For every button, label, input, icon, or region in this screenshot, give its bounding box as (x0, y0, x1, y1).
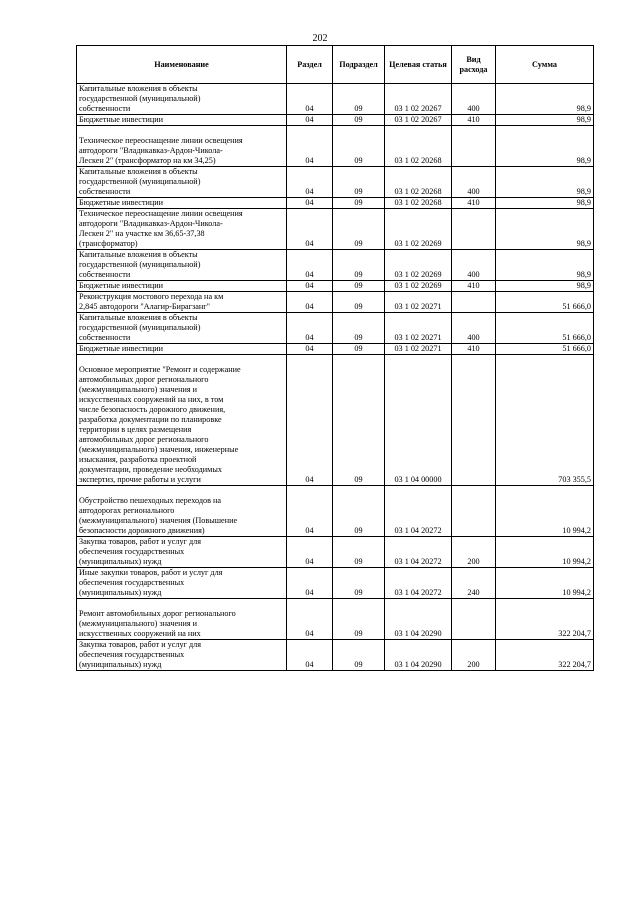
cell-amount: 98,9 (496, 281, 594, 292)
table-row (77, 84, 594, 115)
cell-expense-type (452, 355, 496, 486)
cell-target-article: 03 1 04 20272 (385, 568, 452, 599)
cell-amount: 51 666,0 (496, 292, 594, 313)
cell-target-article: 03 1 02 20267 (385, 84, 452, 115)
cell-name: Капитальные вложения в объекты государственной (муниципальной) собственности (77, 84, 287, 115)
cell-amount: 98,9 (496, 198, 594, 209)
cell-target-article: 03 1 04 00000 (385, 355, 452, 486)
cell-target-article: 03 1 02 20271 (385, 344, 452, 355)
cell-target-article: 03 1 02 20271 (385, 292, 452, 313)
cell-target-article: 03 1 02 20269 (385, 250, 452, 281)
table-row (77, 599, 594, 640)
cell-name: Капитальные вложения в объекты государственной (муниципальной) собственности (77, 167, 287, 198)
cell-amount: 10 994,2 (496, 486, 594, 537)
cell-name: Техническое переоснащение линии освещения автодороги "Владикавказ-Ардон-Чикола- Лескен 2" на участке км 36,65-37,38 (трансформатор) (77, 209, 287, 250)
table-row (77, 537, 594, 568)
cell-subsection: 09 (333, 126, 385, 167)
cell-target-article: 03 1 02 20269 (385, 209, 452, 250)
cell-name: Техническое переоснащение линии освещения автодороги "Владикавказ-Ардон-Чикола- Лескен 2" (трансформатор на км 34,25) (77, 126, 287, 167)
cell-target-article: 03 1 02 20271 (385, 313, 452, 344)
header-section: Раздел (287, 46, 333, 84)
table-row (77, 115, 594, 126)
cell-subsection: 09 (333, 209, 385, 250)
cell-subsection: 09 (333, 313, 385, 344)
cell-amount: 322 204,7 (496, 640, 594, 671)
cell-section: 04 (287, 486, 333, 537)
cell-subsection: 09 (333, 167, 385, 198)
page-number: 202 (312, 33, 328, 44)
header-expense-type: Вид расхода (452, 46, 496, 84)
cell-subsection: 09 (333, 355, 385, 486)
table-row (77, 355, 594, 486)
cell-section: 04 (287, 115, 333, 126)
cell-expense-type: 400 (452, 313, 496, 344)
cell-target-article: 03 1 04 20272 (385, 537, 452, 568)
cell-amount: 98,9 (496, 167, 594, 198)
table-row (77, 209, 594, 250)
cell-section: 04 (287, 640, 333, 671)
cell-name: Капитальные вложения в объекты государственной (муниципальной) собственности (77, 250, 287, 281)
cell-subsection: 09 (333, 292, 385, 313)
cell-subsection: 09 (333, 537, 385, 568)
cell-target-article: 03 1 04 20290 (385, 640, 452, 671)
cell-name: Бюджетные инвестиции (77, 198, 287, 209)
cell-section: 04 (287, 84, 333, 115)
cell-amount: 98,9 (496, 84, 594, 115)
table-row (77, 486, 594, 537)
cell-name: Обустройство пешеходных переходов на автодорогах регионального (межмуниципального) значения (Повышение безопасности дорожного движения) (77, 486, 287, 537)
cell-name: Ремонт автомобильных дорог регионального (межмуниципального) значения и искусственных сооружений на них (77, 599, 287, 640)
table-row (77, 281, 594, 292)
cell-expense-type: 410 (452, 344, 496, 355)
header-target-article: Целевая статья (385, 46, 452, 84)
table-body (77, 84, 594, 671)
cell-subsection: 09 (333, 115, 385, 126)
cell-target-article: 03 1 02 20268 (385, 167, 452, 198)
table-row (77, 198, 594, 209)
cell-name: Закупка товаров, работ и услуг для обеспечения государственных (муниципальных) нужд (77, 537, 287, 568)
cell-name: Бюджетные инвестиции (77, 344, 287, 355)
table-row (77, 313, 594, 344)
cell-section: 04 (287, 250, 333, 281)
cell-expense-type: 410 (452, 281, 496, 292)
cell-expense-type (452, 126, 496, 167)
cell-subsection: 09 (333, 486, 385, 537)
cell-expense-type (452, 486, 496, 537)
table-row (77, 344, 594, 355)
cell-subsection: 09 (333, 599, 385, 640)
cell-amount: 98,9 (496, 209, 594, 250)
cell-subsection: 09 (333, 84, 385, 115)
cell-amount: 322 204,7 (496, 599, 594, 640)
cell-expense-type: 410 (452, 115, 496, 126)
cell-name: Основное мероприятие "Ремонт и содержание автомобильных дорог регионального (межмуниципального) значения и искусственных сооружений на них, в том числе безопасность дорожного движения, разработка документации по планировке территории в целях размещения автомобильных дорог регионального (межмуниципального) значения, инженерные изыскания, разработка проектной документации, проведение необходимых экспертиз, прочие работы и услуги (77, 355, 287, 486)
table-row (77, 126, 594, 167)
cell-amount: 10 994,2 (496, 568, 594, 599)
cell-section: 04 (287, 599, 333, 640)
cell-subsection: 09 (333, 281, 385, 292)
cell-section: 04 (287, 209, 333, 250)
cell-target-article: 03 1 02 20268 (385, 198, 452, 209)
cell-amount: 51 666,0 (496, 313, 594, 344)
cell-section: 04 (287, 313, 333, 344)
cell-expense-type (452, 599, 496, 640)
cell-amount: 98,9 (496, 115, 594, 126)
header-amount: Сумма (496, 46, 594, 84)
table-row (77, 568, 594, 599)
table-row (77, 250, 594, 281)
table-header-row (77, 46, 594, 84)
cell-amount: 703 355,5 (496, 355, 594, 486)
cell-section: 04 (287, 167, 333, 198)
cell-section: 04 (287, 292, 333, 313)
cell-expense-type (452, 209, 496, 250)
cell-expense-type: 400 (452, 167, 496, 198)
cell-subsection: 09 (333, 568, 385, 599)
cell-target-article: 03 1 02 20268 (385, 126, 452, 167)
table-row (77, 292, 594, 313)
cell-subsection: 09 (333, 250, 385, 281)
cell-target-article: 03 1 04 20272 (385, 486, 452, 537)
cell-subsection: 09 (333, 344, 385, 355)
cell-expense-type: 200 (452, 537, 496, 568)
header-subsection: Подраздел (333, 46, 385, 84)
cell-target-article: 03 1 02 20267 (385, 115, 452, 126)
table-row (77, 640, 594, 671)
cell-section: 04 (287, 537, 333, 568)
cell-amount: 98,9 (496, 250, 594, 281)
cell-amount: 51 666,0 (496, 344, 594, 355)
cell-subsection: 09 (333, 640, 385, 671)
table-row (77, 167, 594, 198)
cell-amount: 10 994,2 (496, 537, 594, 568)
cell-section: 04 (287, 126, 333, 167)
cell-name: Бюджетные инвестиции (77, 115, 287, 126)
cell-amount: 98,9 (496, 126, 594, 167)
cell-expense-type: 400 (452, 84, 496, 115)
cell-target-article: 03 1 02 20269 (385, 281, 452, 292)
cell-section: 04 (287, 198, 333, 209)
cell-name: Реконструкция мостового перехода на км 2,845 автодороги "Алагир-Бирагзанг" (77, 292, 287, 313)
cell-name: Бюджетные инвестиции (77, 281, 287, 292)
cell-expense-type: 200 (452, 640, 496, 671)
cell-section: 04 (287, 568, 333, 599)
cell-section: 04 (287, 281, 333, 292)
cell-name: Закупка товаров, работ и услуг для обеспечения государственных (муниципальных) нужд (77, 640, 287, 671)
cell-expense-type (452, 292, 496, 313)
cell-section: 04 (287, 344, 333, 355)
header-name: Наименование (77, 46, 287, 84)
cell-expense-type: 410 (452, 198, 496, 209)
cell-name: Капитальные вложения в объекты государственной (муниципальной) собственности (77, 313, 287, 344)
cell-name: Иные закупки товаров, работ и услуг для обеспечения государственных (муниципальных) нужд (77, 568, 287, 599)
budget-table (76, 45, 594, 671)
cell-expense-type: 240 (452, 568, 496, 599)
cell-target-article: 03 1 04 20290 (385, 599, 452, 640)
cell-expense-type: 400 (452, 250, 496, 281)
cell-section: 04 (287, 355, 333, 486)
cell-subsection: 09 (333, 198, 385, 209)
